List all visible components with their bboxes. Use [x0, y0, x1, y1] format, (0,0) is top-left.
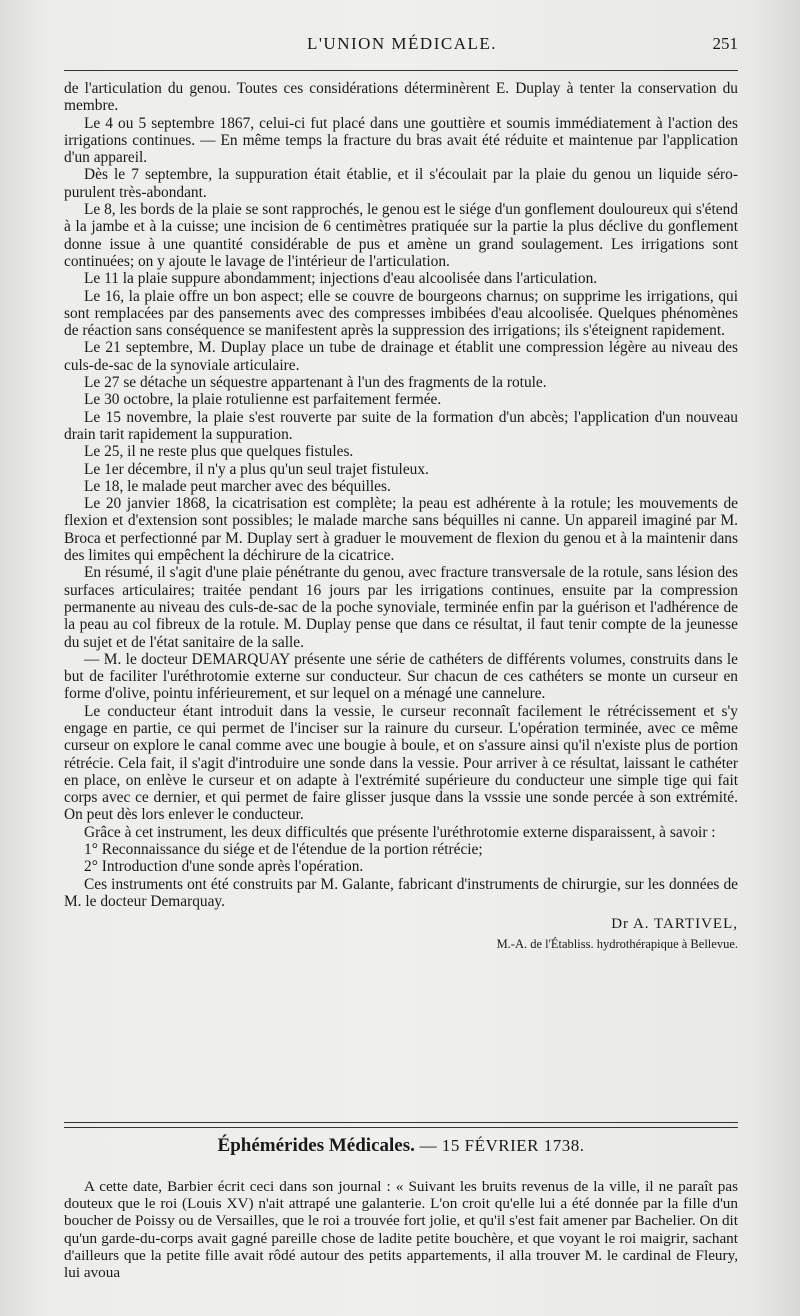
paragraph: Le 8, les bords de la plaie se sont rapprochés, le genou est le siége d'un gonflement douloureux qui s'étend à la jambe et à la cuisse; une incision de 6 centimètres pratiquée sur la partie la plus déclive du gonflement donne issue à une quantité considérable de pus et amène un grand soulagement. Les irrigations sont continuées; on y ajoute le lavage de l'intérieur de l'articulation.	[64, 201, 738, 270]
paragraph: Le 27 se détache un séquestre appartenant à l'un des fragments de la rotule.	[84, 374, 547, 392]
section-divider	[64, 1122, 738, 1128]
section-title: Éphémérides Médicales.	[217, 1135, 415, 1156]
author-affiliation: M.-A. de l'Établiss. hydrothérapique à Bellevue.	[496, 936, 738, 951]
ephemerides-body	[64, 1178, 738, 1281]
paragraph: de l'articulation du genou. Toutes ces considérations déterminèrent E. Duplay à tenter la conservation du membre.	[64, 80, 738, 115]
paragraph: Le 21 septembre, M. Duplay place un tube de drainage et établit une compression légère au niveau des culs-de-sac de la synoviale articulaire.	[64, 339, 738, 374]
paragraph: 2° Introduction d'une sonde après l'opération.	[84, 858, 364, 876]
paragraph: 1° Reconnaissance du siége et de l'étendue de la portion rétrécie;	[84, 841, 483, 859]
paragraph: — M. le docteur DEMARQUAY présente une série de cathéters de différents volumes, construits dans le but de faciliter l'uréthrotomie externe sur conducteur. Sur chacun de ces cathéters se monte un curseur en forme d'olive, pointu inférieurement, et sur lequel on a ménagé une cannelure.	[64, 650, 738, 703]
paragraph: Le 18, le malade peut marcher avec des béquilles.	[84, 477, 391, 495]
paragraph: Grâce à cet instrument, les deux difficultés que présente l'uréthrotomie externe disparaissent, à savoir :	[84, 823, 716, 841]
paragraph: Le conducteur étant introduit dans la vessie, le curseur reconnaît facilement le rétrécissement et s'y engage en partie, ce qui permet de l'inciser sur la rainure du curseur. L'opération terminée, avec ce même curseur on explore le canal comme avec une bougie à boule, et on s'assure ainsi qu'il n'existe plus de portion rétrécie. Cela fait, il s'agit d'introduire une sonde dans la vessie. Pour arriver à ce résultat, laissant le cathéter en place, on enlève le curseur et on adapte à l'extrémité supérieure du conducteur une simple tige qui fait corps avec ce dernier, et qui permet de faire glisser jusque dans la vsssie une sonde percée à son extrémité. On peut dès lors enlever le conducteur.	[64, 702, 738, 824]
page-header	[66, 32, 738, 62]
paragraph: A cette date, Barbier écrit ceci dans son journal : « Suivant les bruits revenus de la ville, il ne paraît pas douteux que le roi (Louis XV) n'ait attrapé une galanterie. L'on croit qu'elle lui a été donnée par la fille d'un boucher de Poissy ou de Versailles, que le roi a trouvée fort jolie, et qu'il s'est fait amener par Bachelier. On dit qu'un garde-du-corps avait gagné pareille chose de ladite petite bouchère, et que voyant le roi maigrir, sachant d'ailleurs que la petite fille avait rôdé autour des petits appartements, il alla trouver M. le cardinal de Fleury, lui avoua	[64, 1178, 738, 1282]
paragraph: Le 4 ou 5 septembre 1867, celui-ci fut placé dans une gouttière et soumis immédiatement à l'action des irrigations continues. — En même temps la fracture du bras avait été réduite et maintenue par l'application d'un appareil.	[64, 114, 738, 167]
paragraph: Le 20 janvier 1868, la cicatrisation est complète; la peau est adhérente à la rotule; les mouvements de flexion et d'extension sont possibles; le malade marche sans béquilles ni canne. Un appareil imaginé par M. Broca et perfectionné par M. Duplay sert à graduer le mouvement de flexion du genou et à la maintenir dans des limites qui empêchent la déchirure de la cicatrice.	[64, 495, 738, 565]
page-number: 251	[712, 34, 738, 53]
author-name: Dr A. TARTIVEL,	[611, 916, 738, 933]
section-date: — 15 FÉVRIER 1738.	[419, 1136, 585, 1155]
paragraph: Ces instruments ont été construits par M. Galante, fabricant d'instruments de chirurgie, sur les données de M. le docteur Demarquay.	[64, 875, 738, 910]
running-head: L'UNION MÉDICALE.	[306, 34, 498, 53]
paragraph: Le 15 novembre, la plaie s'est rouverte par suite de la formation d'un abcès; l'application d'un nouveau drain tarit rapidement la suppuration.	[64, 408, 738, 443]
paragraph: Dès le 7 septembre, la suppuration était établie, et il s'écoulait par la plaie du genou un liquide séro-purulent très-abondant.	[64, 166, 738, 201]
paragraph: Le 16, la plaie offre un bon aspect; elle se couvre de bourgeons charnus; on supprime les irrigations, qui sont remplacées par des pansements avec des compresses imbibées d'eau alcoolisée. Quelques phénomènes de réaction sans conséquence se manifestent après la suppression des irrigations; ils s'éteignent rapidement.	[64, 287, 738, 340]
paragraph: Le 30 octobre, la plaie rotulienne est parfaitement fermée.	[84, 391, 442, 409]
paragraph: Le 11 la plaie suppure abondamment; injections d'eau alcoolisée dans l'articulation.	[84, 270, 598, 288]
article-body	[64, 80, 738, 953]
author-signature	[64, 916, 738, 933]
section-heading	[64, 1135, 738, 1157]
paragraph: En résumé, il s'agit d'une plaie pénétrante du genou, avec fracture transversale de la rotule, sans lésion des surfaces articulaires; traitée pendant 16 jours par les irrigations continues, ensuite par la compression permanente au niveau des culs-de-sac de la poche synoviale, terminée enfin par la guérison et l'adhérence de la peau au col fibreux de la rotule. M. Duplay pense que dans ce résultat, il faut tenir compte de la jeunesse du sujet et de l'état sanitaire de la salle.	[64, 564, 738, 651]
header-rule	[64, 70, 738, 71]
paragraph: Le 1er décembre, il n'y a plus qu'un seul trajet fistuleux.	[84, 460, 429, 478]
paragraph: Le 25, il ne reste plus que quelques fistules.	[84, 443, 354, 461]
